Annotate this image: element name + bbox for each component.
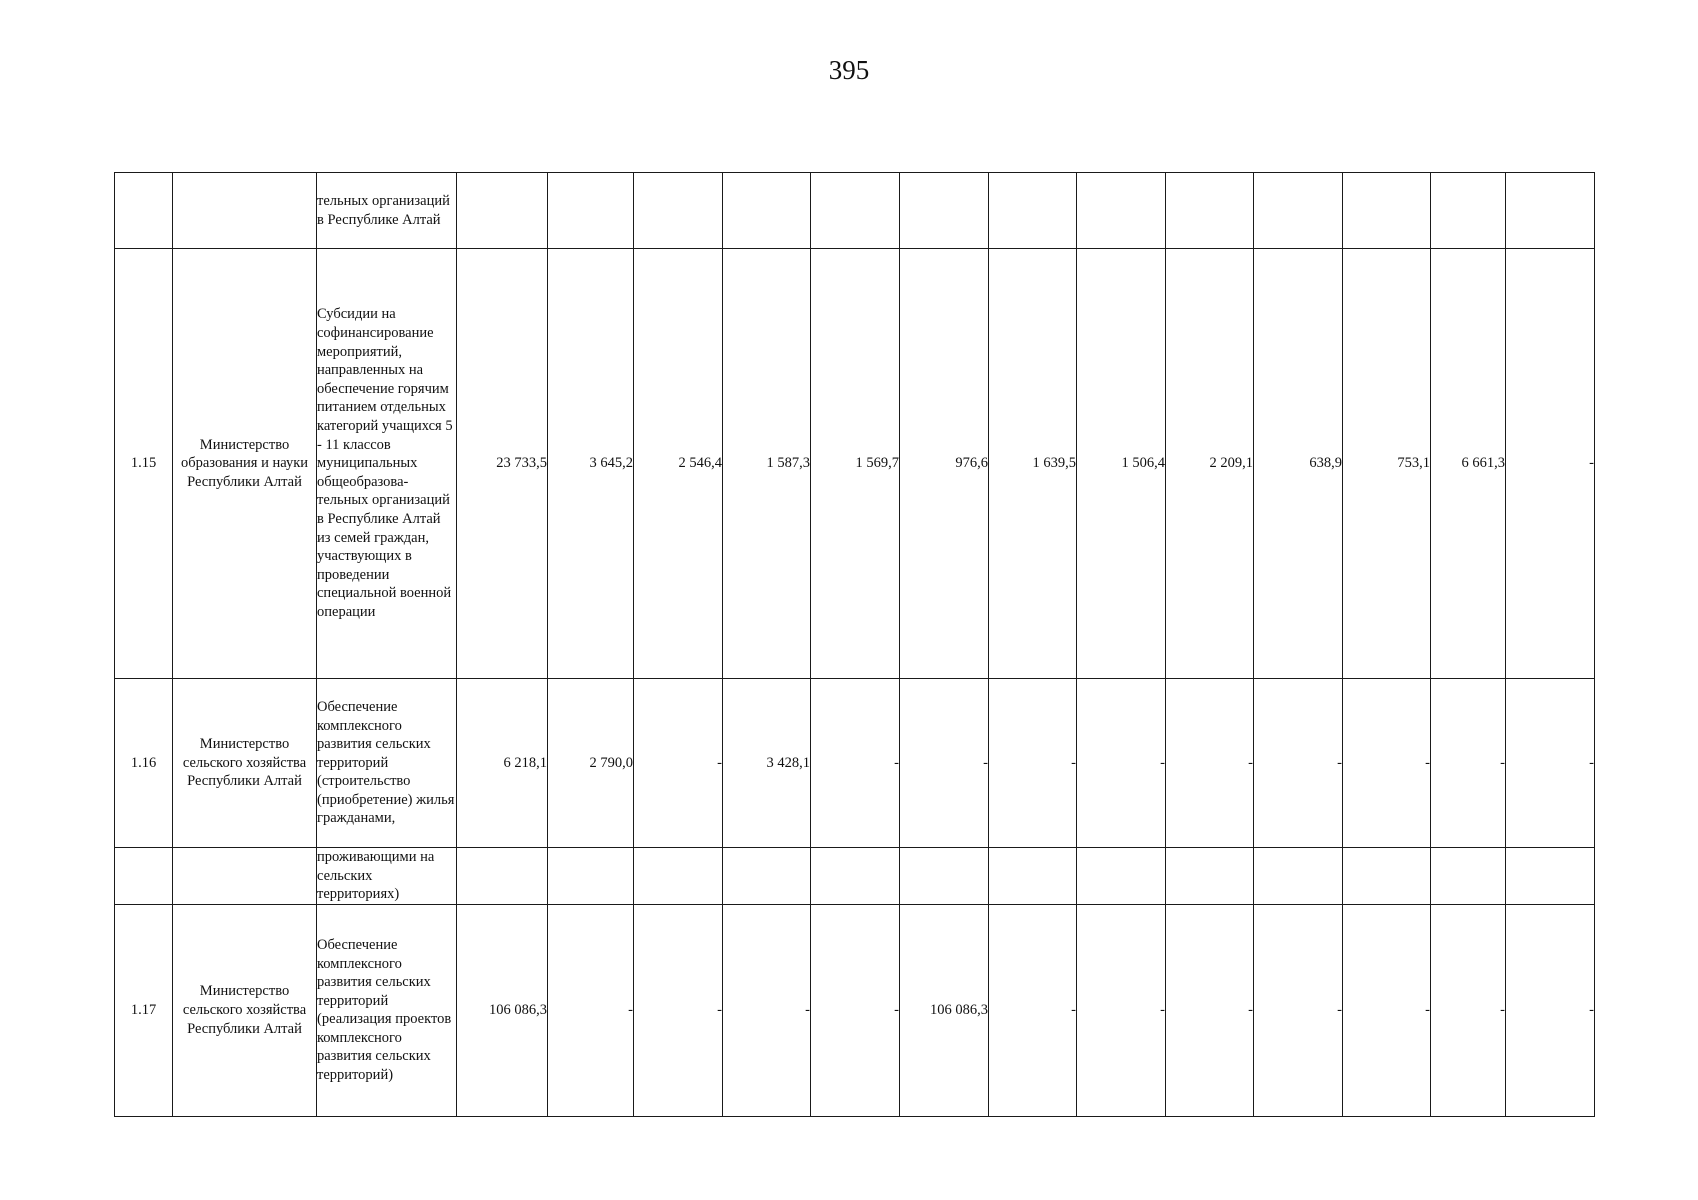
value-cell: - xyxy=(634,679,723,848)
value-cell xyxy=(989,848,1077,905)
value-cell: - xyxy=(989,679,1077,848)
value-cell: 2 790,0 xyxy=(548,679,634,848)
value-cell: 753,1 xyxy=(1343,249,1431,679)
value-cell: - xyxy=(1431,904,1506,1116)
table-row xyxy=(115,848,1595,905)
value-cell xyxy=(811,173,900,249)
value-cell: - xyxy=(1506,679,1595,848)
row-number: 1.15 xyxy=(115,249,173,679)
value-cell: 6 218,1 xyxy=(457,679,548,848)
value-cell: 6 661,3 xyxy=(1431,249,1506,679)
value-cell: 3 645,2 xyxy=(548,249,634,679)
value-cell: 1 569,7 xyxy=(811,249,900,679)
value-cell xyxy=(723,848,811,905)
table-row xyxy=(115,904,1595,1116)
description-cell: Субсидии на софинансирование мероприятий, направленных на обеспечение горячим питанием отдельных категорий учащихся 5 - 11 классов муниципальных общеобразова-тельных организаций в Республике Алтай из семей граждан, участвующих в проведении специальной военной операции xyxy=(317,249,457,679)
value-cell: - xyxy=(723,904,811,1116)
value-cell: - xyxy=(989,904,1077,1116)
row-number xyxy=(115,848,173,905)
value-cell: - xyxy=(1431,679,1506,848)
value-cell: 2 546,4 xyxy=(634,249,723,679)
value-cell: - xyxy=(811,904,900,1116)
value-cell: 1 506,4 xyxy=(1077,249,1166,679)
value-cell xyxy=(634,848,723,905)
table-row xyxy=(115,679,1595,848)
value-cell: - xyxy=(1166,679,1254,848)
value-cell xyxy=(634,173,723,249)
value-cell: 1 639,5 xyxy=(989,249,1077,679)
value-cell xyxy=(548,848,634,905)
value-cell xyxy=(900,848,989,905)
row-number: 1.16 xyxy=(115,679,173,848)
value-cell: - xyxy=(548,904,634,1116)
value-cell xyxy=(1431,848,1506,905)
value-cell xyxy=(1254,173,1343,249)
row-number xyxy=(115,173,173,249)
value-cell xyxy=(1343,173,1431,249)
description-cell: Обеспечение комплексного развития сельских территорий (строительство (приобретение) жилья гражданами, xyxy=(317,679,457,848)
table-row xyxy=(115,249,1595,679)
value-cell xyxy=(900,173,989,249)
value-cell xyxy=(1343,848,1431,905)
value-cell: 106 086,3 xyxy=(900,904,989,1116)
value-cell: - xyxy=(1254,679,1343,848)
value-cell: - xyxy=(1506,249,1595,679)
value-cell: - xyxy=(900,679,989,848)
value-cell xyxy=(1506,848,1595,905)
table-row xyxy=(115,173,1595,249)
row-number: 1.17 xyxy=(115,904,173,1116)
value-cell xyxy=(1506,173,1595,249)
value-cell xyxy=(1077,848,1166,905)
value-cell: - xyxy=(811,679,900,848)
value-cell xyxy=(723,173,811,249)
value-cell: - xyxy=(1166,904,1254,1116)
value-cell: 638,9 xyxy=(1254,249,1343,679)
budget-table xyxy=(114,172,1595,1117)
value-cell xyxy=(811,848,900,905)
value-cell: 3 428,1 xyxy=(723,679,811,848)
executor-cell xyxy=(173,848,317,905)
value-cell: - xyxy=(1343,904,1431,1116)
executor-cell: Министерство образования и науки Республики Алтай xyxy=(173,249,317,679)
value-cell xyxy=(989,173,1077,249)
description-cell: проживающими на сельских территориях) xyxy=(317,848,457,905)
value-cell: 2 209,1 xyxy=(1166,249,1254,679)
value-cell xyxy=(1431,173,1506,249)
executor-cell: Министерство сельского хозяйства Республики Алтай xyxy=(173,679,317,848)
value-cell xyxy=(548,173,634,249)
value-cell: - xyxy=(634,904,723,1116)
value-cell: 976,6 xyxy=(900,249,989,679)
executor-cell xyxy=(173,173,317,249)
value-cell xyxy=(457,848,548,905)
value-cell xyxy=(1166,173,1254,249)
description-cell: тельных организаций в Республике Алтай xyxy=(317,173,457,249)
value-cell: - xyxy=(1077,904,1166,1116)
value-cell xyxy=(1166,848,1254,905)
page-number: 395 xyxy=(828,55,870,85)
value-cell: - xyxy=(1077,679,1166,848)
value-cell xyxy=(457,173,548,249)
executor-cell: Министерство сельского хозяйства Республики Алтай xyxy=(173,904,317,1116)
description-cell: Обеспечение комплексного развития сельских территорий (реализация проектов комплексного развития сельских территорий) xyxy=(317,904,457,1116)
value-cell: 23 733,5 xyxy=(457,249,548,679)
value-cell: - xyxy=(1506,904,1595,1116)
value-cell xyxy=(1077,173,1166,249)
value-cell: 1 587,3 xyxy=(723,249,811,679)
value-cell: 106 086,3 xyxy=(457,904,548,1116)
value-cell: - xyxy=(1254,904,1343,1116)
value-cell: - xyxy=(1343,679,1431,848)
value-cell xyxy=(1254,848,1343,905)
